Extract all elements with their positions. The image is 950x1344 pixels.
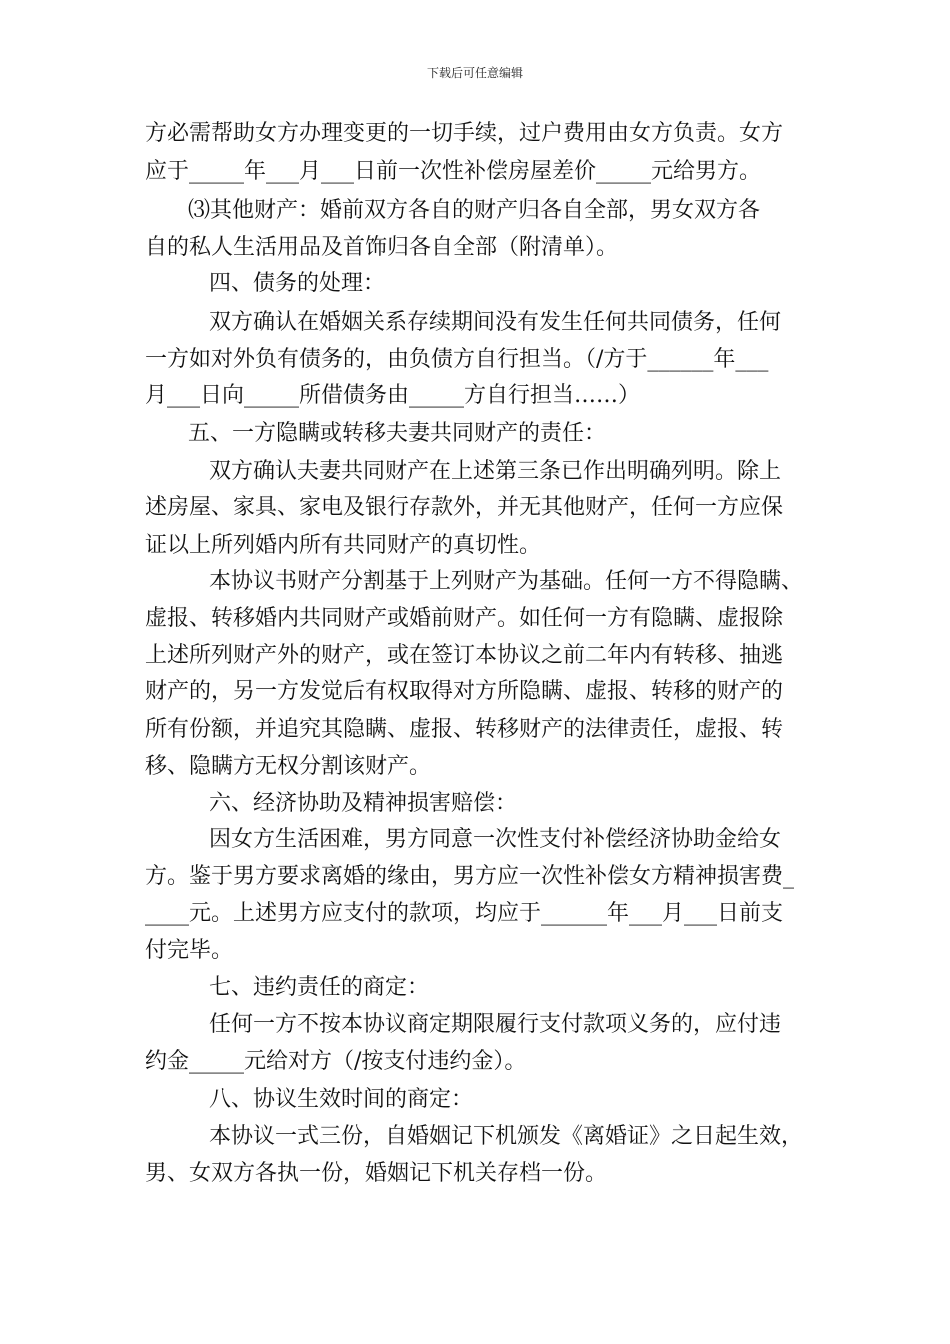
text-line: 财产的，另一方发觉后有权取得对方所隐瞒、虚报、转移的财产的 [145,679,784,704]
text-line: 移、隐瞒方无权分割该财产。 [145,754,432,779]
text-line: 本协议一式三份，自婚姻记下机颁发《离婚证》之日起生效， [209,1124,804,1149]
text-line: 述房屋、家具、家电及银行存款外，并无其他财产，任何一方应保 [145,495,784,520]
text-line: 月___日向_____所借债务由_____方自行担当……） [145,383,641,408]
text-line: 虚报、转移婚内共同财产或婚前财产。如任何一方有隐瞒、虚报除 [145,606,784,631]
text-line: 上述所列财产外的财产，或在签订本协议之前二年内有转移、抽逃 [145,643,784,668]
text-line: 双方确认在婚姻关系存续期间没有发生任何共同债务，任何 [209,310,782,335]
text-line: ____元。上述男方应支付的款项，均应于______年___月___日前支 [145,901,784,926]
section-heading: 八、协议生效时间的商定： [209,1087,474,1112]
text-line: 自的私人生活用品及首饰归各自全部（附清单）。 [145,235,619,260]
text-line: 应于_____年___月___日前一次性补偿房屋差价_____元给男方。 [145,159,762,184]
text-line: 双方确认夫妻共同财产在上述第三条已作出明确列明。除上 [209,459,782,484]
text-line: 付完毕。 [145,938,234,963]
text-line: 方。鉴于男方要求离婚的缘由，男方应一次性补偿女方精神损害费_ [145,864,795,889]
section-heading: 四、债务的处理： [209,271,386,296]
text-line: 一方如对外负有债务的，由负债方自行担当。（/方于______年___ [145,347,769,372]
text-line: 男、女双方各执一份，婚姻记下机关存档一份。 [145,1161,608,1186]
text-line: 任何一方不按本协议商定期限履行支付款项义务的，应付违 [209,1012,782,1037]
section-heading: 七、违约责任的商定： [209,975,430,1000]
section-heading: 五、一方隐瞒或转移夫妻共同财产的责任： [188,421,607,446]
text-line: 约金_____元给对方（/按支付违约金）。 [145,1049,527,1074]
text-line: 证以上所列婚内所有共同财产的真切性。 [145,533,542,558]
text-line: 所有份额，并追究其隐瞒、虚报、转移财产的法律责任，虚报、转 [145,717,784,742]
text-line: 因女方生活困难，男方同意一次性支付补偿经济协助金给女 [209,827,782,852]
section-heading: 六、经济协助及精神损害赔偿： [209,791,518,816]
text-line: ⑶其他财产：婚前双方各自的财产归各自全部，男女双方各 [188,198,761,223]
text-line: 本协议书财产分割基于上列财产为基础。任何一方不得隐瞒、 [209,569,804,594]
page-header: 下载后可任意编辑 [426,66,523,80]
text-line: 方必需帮助女方办理变更的一切手续，过户费用由女方负责。女方 [145,121,784,146]
